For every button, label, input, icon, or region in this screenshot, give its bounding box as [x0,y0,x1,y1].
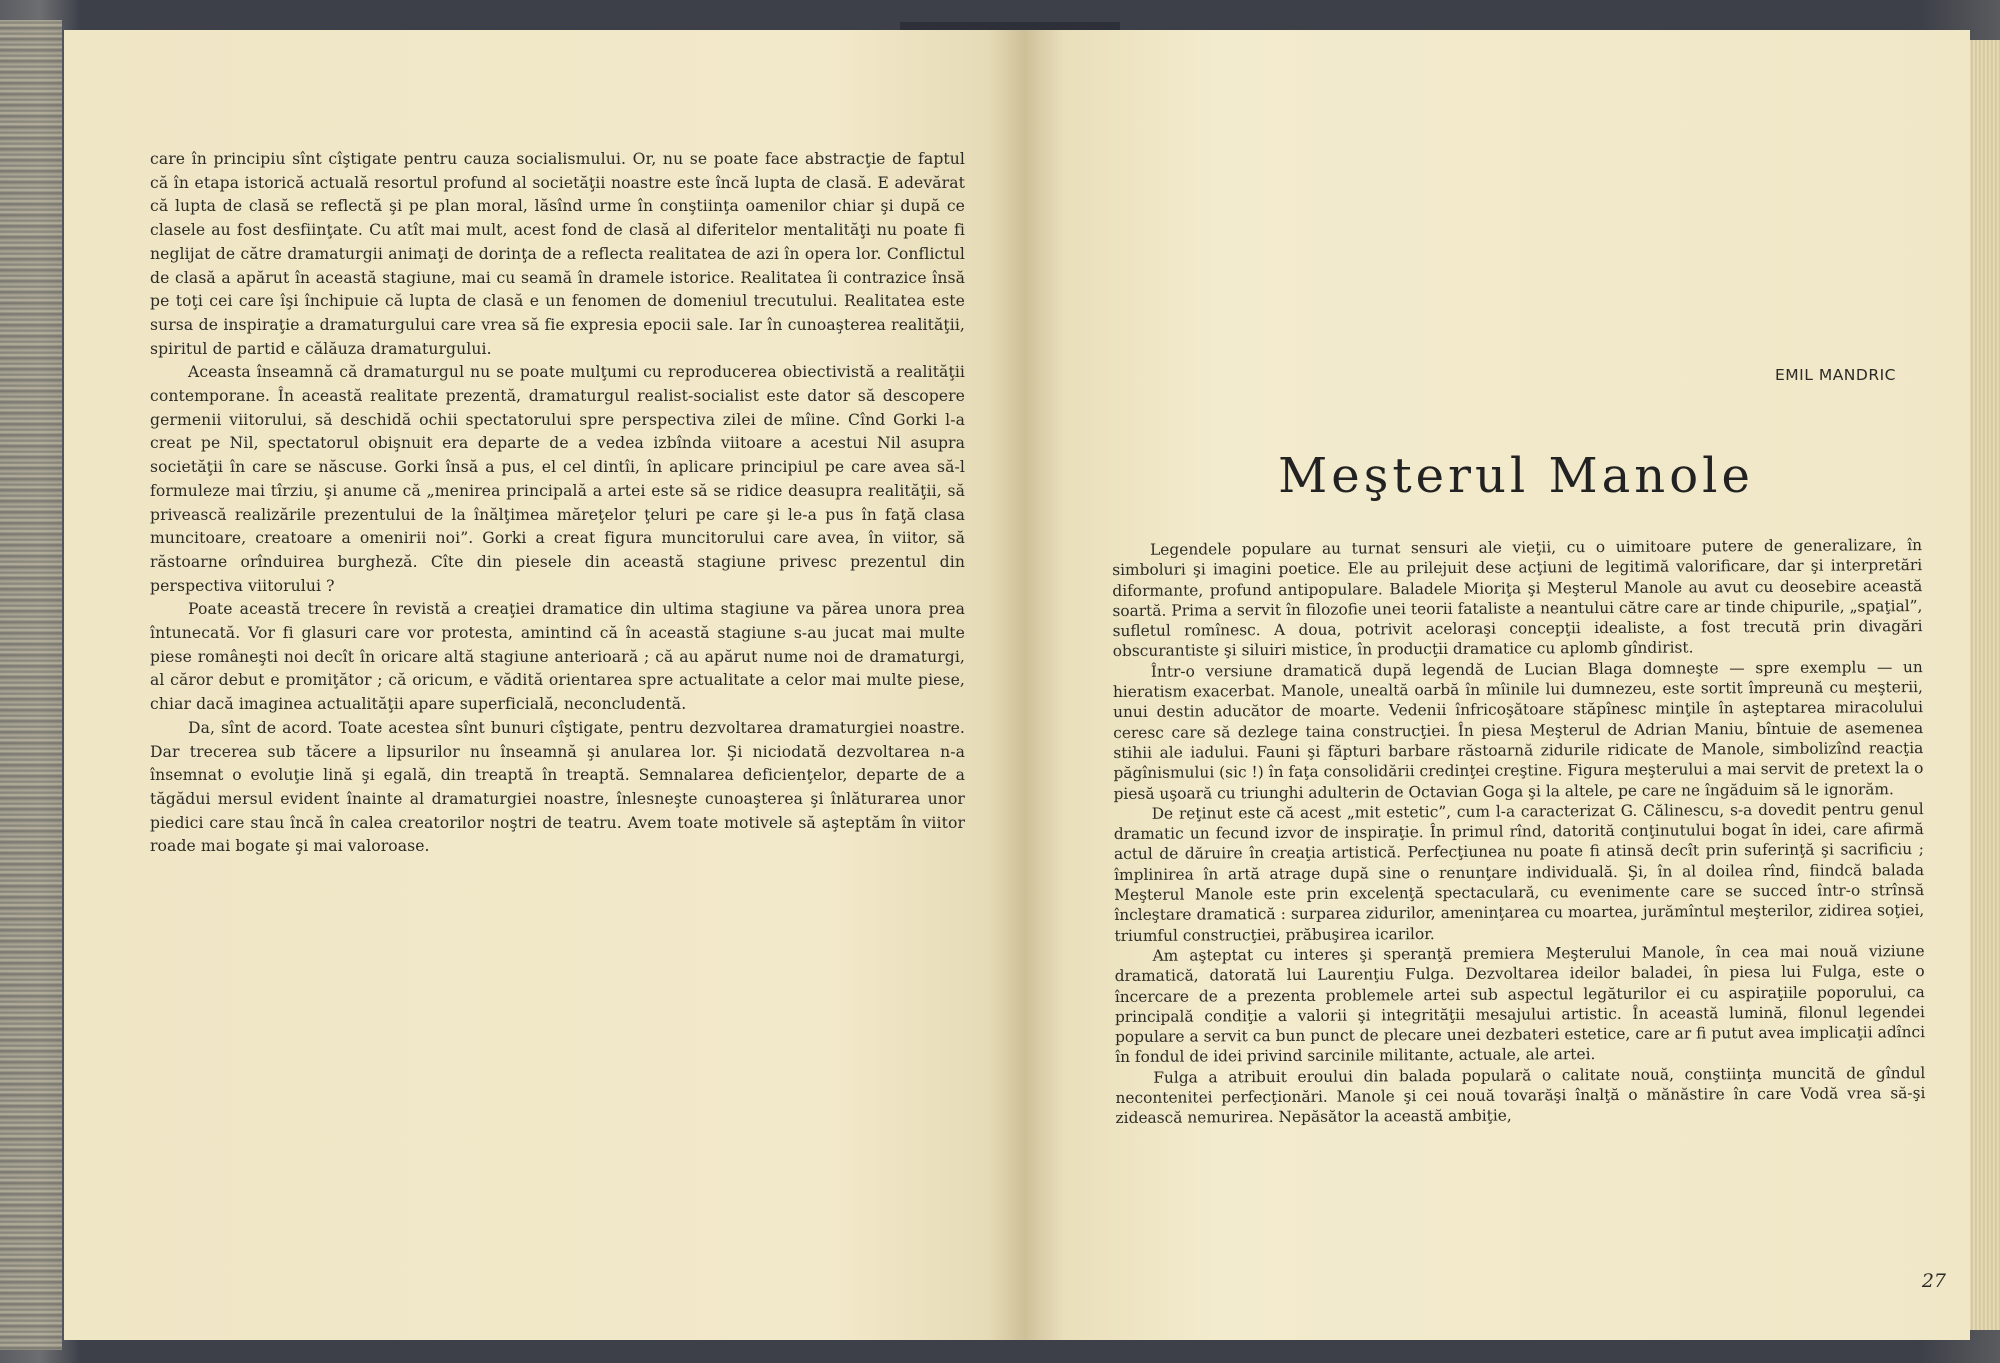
page-number: 27 [1921,1270,1946,1292]
paragraph: Am aşteptat cu interes şi speranţă premiera Meşterului Manole, în cea mai nouă viziune dramatică, datorată lui Laurenţiu Fulga. Dezvoltarea ideilor baladei, în piesa lui Fulga, este o încercare de a prezenta problemele artei sub aspectul legăturilor ei cu aspiraţiile poporului, ca principală condiţie a valorii şi integrităţii mesajului artistic. În această lumină, filonul legendei populare a servit ca bun punct de plecare unei dezbateri estetice, care ar fi putut avea implicaţii adînci în fondul de idei privind sarcinile militante, actuale, ale artei. [1114,941,1926,1067]
paragraph: Da, sînt de acord. Toate acestea sînt bunuri cîştigate, pentru dezvoltarea dramaturgiei noastre. Dar trecerea sub tăcere a lipsurilor nu înseamnă şi anularea lor. Şi niciodată dezvoltarea n-a însemnat o evoluţie lină şi egală, din treaptă în treaptă. Semnalarea deficienţelor, departe de a tăgădui mersul evident înainte al dramaturgiei noastre, înlesneşte cunoaşterea şi înlăturarea unor piedici care stau încă în calea creatorilor noştri de teatru. Avem toate motivele să aşteptăm în viitor roade mai bogate şi mai valoroase. [150,718,965,856]
right-page [1026,30,1970,1340]
right-page-text [1112,535,1926,1129]
paragraph: Legendele populare au turnat sensuri ale vieţii, cu o uimitoare putere de generalizare, în simboluri şi imagini poetice. Ele au prilejuit dese acţiuni de legitimă valorificare, dar şi interpretări diformante, profund antipopulare. Baladele Mioriţa şi Meşterul Manole au avut cu deosebire această soartă. Prima a servit în filozofie unei teorii fataliste a neantului către care ar tinde chipurile, „spaţial”, sufletul romînesc. A doua, potrivit aceloraşi concepţii idealiste, a fost trecută prin divagări obscurantiste şi siluiri mistice, în producţii dramatice cu aplomb gîndirist. [1112,536,1923,661]
paragraph: Fulga a atribuit eroului din balada populară o calitate nouă, conştiinţa muncită de gîndul necontenitei perfecţionări. Manole şi cei nouă tovarăşi înalţă o mănăstire în care Vodă vrea să-şi zidească nemurirea. Nepăsător la această ambiţie, [1115,1063,1926,1128]
paragraph: Aceasta înseamnă că dramaturgul nu se poate mulţumi cu reproducerea obiectivistă a realităţii contemporane. În această realitate prezentă, dramaturgul realist-socialist este dator să descopere germenii viitorului, să deschidă ochii spectatorului spre perspectiva zilei de mîine. Cînd Gorki l-a creat pe Nil, spectatorul obişnuit era departe de a vedea izbînda viitoare a acestui Nil asupra societăţii în care se născuse. Gorki însă a pus, el cel dintîi, în aplicare principiul pe care avea să-l formuleze mai tîrziu, şi anume că „menirea principală a artei este să se ridice deasupra realităţii, să privească realizările prezentului de la înălţimea măreţelor ţeluri pe care şi le-a pus în faţă clasa muncitoare, creatoare a omenirii noi”. Gorki a creat figura muncitorului care avea, în viitor, să răstoarne orînduirea burgheză. Cîte din piesele din această stagiune privesc prezentul din perspectiva viitorului ? [150,363,965,595]
left-page [64,30,1026,1340]
article-author: EMIL MANDRIC [1775,366,1896,384]
paragraph: De reţinut este că acest „mit estetic”, cum l-a caracterizat G. Călinescu, s-a dovedit pentru genul dramatic un fecund izvor de inspiraţie. În primul rînd, datorită conţinutului bogat în idei, care afirmă actul de dăruire în creaţia artistică. Perfecţiunea nu poate fi atinsă decît prin suferinţă şi sacrificiu ; împlinirea în artă atrage după sine o renunţare individuală. Şi, în al doilea rînd, fiindcă balada Meşterul Manole este prin excelenţă spectaculară, cu evenimente care se succed într-o strînsă încleştare dramatică : surparea zidurilor, ameninţarea cu moartea, jurămîntul meşterilor, zidirea soţiei, triumful construcţiei, prăbuşirea icarilor. [1113,799,1925,945]
article-title: Meşterul Manole [1278,448,1754,504]
page-edges-right [1970,40,2000,1330]
paragraph: care în principiu sînt cîştigate pentru cauza socialismului. Or, nu se poate face abstracţie de faptul că în etapa istorică actuală resortul profund al societăţii noastre este încă lupta de clasă. E adevărat că lupta de clasă se reflectă şi pe plan moral, lăsînd urme în conştiinţa oamenilor chiar şi după ce clasele au fost desfiinţate. Cu atît mai mult, acest fond de clasă al diferitelor mentalităţi nu poate fi neglijat de către dramaturgii animaţi de dorinţa de a reflecta realitatea de azi în opera lor. Conflictul de clasă a apărut în această stagiune, mai cu seamă în dramele istorice. Realitatea îi contrazice însă pe toţi cei care îşi închipuie că lupta de clasă e un fenomen de domeniul trecutului. Realitatea este sursa de inspiraţie a dramaturgului care vrea să fie expresia epocii sale. Iar în cunoaşterea realităţii, spiritul de partid e călăuza dramaturgului. [150,150,965,358]
paragraph: Într-o versiune dramatică după legendă de Lucian Blaga domneşte — spre exemplu — un hieratism exacerbat. Manole, unealtă oarbă în mîinile lui dumnezeu, este sortit împreună cu meşterii, unui destin aducător de moarte. Vedenii înfricoşătoare stăpînesc minţile în aşteptarea miracolului ceresc care să dezlege taina construcţiei. În piesa Meşterul de Adrian Maniu, bîntuie de asemenea stihii ale iadului. Fauni şi făpturi barbare răstoarnă zidurile ridicate de Manole, simbolizînd reacţia păgînismului (sic !) în faţa consolidării credinţei creştine. Figura meşterului a mai servit de pretext la o piesă uşoară cu triunghi adulterin de Octavian Goga şi la altele, pe care ne îngăduim să le ignorăm. [1112,657,1924,803]
paragraph: Poate această trecere în revistă a creaţiei dramatice din ultima stagiune va părea unora prea întunecată. Vor fi glasuri care vor protesta, amintind că în această stagiune s-au jucat mai multe piese româneşti noi decît în oricare altă stagiune anterioară ; că au apărut nume noi de dramaturgi, al căror debut e promiţător ; că oricum, e vădită orientarea spre actualitate a celor mai multe piese, chiar dacă imaginea actualităţii apare superficială, neconcludentă. [150,600,965,714]
page-edges-left [0,20,62,1350]
left-page-text [150,148,965,859]
